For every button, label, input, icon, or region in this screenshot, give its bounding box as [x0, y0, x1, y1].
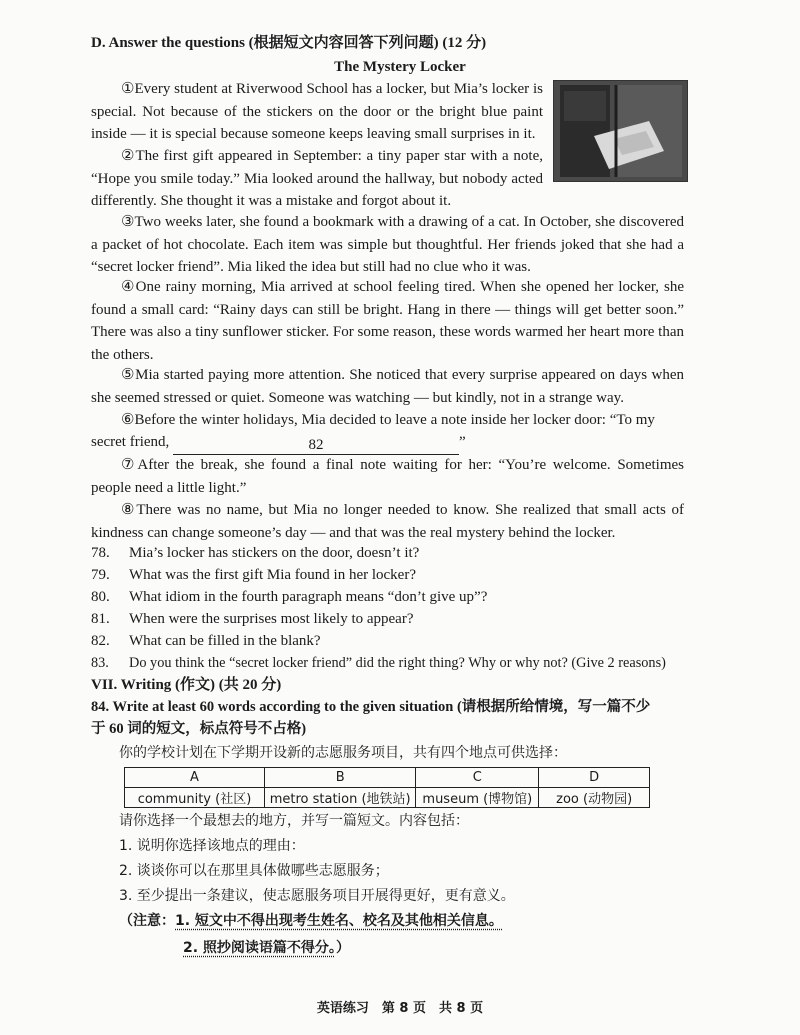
locker-image-icon: [554, 81, 687, 181]
note-prefix: （注意：: [119, 913, 175, 929]
writing-intro: 你的学校计划在下学期开设新的志愿服务项目，共有四个地点可供选择：: [119, 745, 567, 761]
option-letter: B: [264, 768, 415, 788]
paragraph-2: ②The first gift appeared in September: a tiny paper star with a note, “Hope you smile today.” Mia looked around the hallway, but nobody acted differently. She thought it was a mistake and forgot about it.: [91, 148, 543, 209]
locker-photo: [553, 80, 688, 182]
option-community: community (社区): [125, 788, 265, 808]
option-letters-row: [125, 768, 650, 788]
question-text: Mia’s locker has stickers on the door, doesn’t it?: [129, 545, 420, 561]
paragraph-6-text: ⑥Before the winter holidays, Mia decided to leave a note inside her locker door: “To my: [121, 412, 655, 428]
location-options-table: [124, 767, 650, 808]
question-81: [91, 609, 414, 629]
writing-note-1: [119, 911, 503, 931]
question-number: 82.: [91, 633, 110, 649]
question-text: Do you think the “secret locker friend” did the right thing? Why or why not? (Give 2 reasons): [129, 655, 666, 671]
question-text: What was the first gift Mia found in her locker?: [129, 567, 416, 583]
blank-number: 82: [308, 437, 324, 453]
question-number: 81.: [91, 611, 110, 627]
option-names-row: [125, 788, 650, 808]
secret-friend-text: secret friend,: [91, 434, 170, 450]
question-number: 80.: [91, 589, 110, 605]
question-text: What idiom in the fourth paragraph means “don’t give up”?: [129, 589, 488, 605]
option-letter: D: [539, 768, 650, 788]
writing-task-line1: 84. Write at least 60 words according to the given situation (请根据所给情境，写一篇不少: [91, 699, 651, 715]
question-text: What can be filled in the blank?: [129, 633, 321, 649]
option-zoo: zoo (动物园): [539, 788, 650, 808]
writing-note-2: [183, 938, 350, 958]
note-1-text: 1. 短文中不得出现考生姓名、校名及其他相关信息。: [175, 913, 503, 929]
option-museum: museum (博物馆): [416, 788, 539, 808]
paragraph-1: ①Every student at Riverwood School has a locker, but Mia’s locker is special. Not because of the stickers on the door or the bright blue paint inside — it is special because someone keeps leaving small surprises in it.: [91, 81, 543, 142]
closing-quote: ”: [459, 434, 466, 450]
option-letter: C: [416, 768, 539, 788]
note-end: ）: [335, 940, 350, 956]
writing-task-line2: 于 60 词的短文，标点符号不占格): [91, 721, 307, 737]
writing-heading: VII. Writing (作文) (共 20 分): [91, 677, 282, 693]
passage-title: The Mystery Locker: [334, 59, 466, 75]
question-number: 83.: [91, 655, 109, 671]
page-footer: 英语练习 第 8 页 共 8 页: [316, 1001, 484, 1016]
option-letter: A: [125, 768, 265, 788]
writing-point-3: 3. 至少提出一条建议，使志愿服务项目开展得更好，更有意义。: [119, 888, 515, 904]
question-number: 79.: [91, 567, 110, 583]
writing-point-2: 2. 谈谈你可以在那里具体做哪些志愿服务；: [119, 863, 389, 879]
question-80: [91, 587, 487, 607]
paragraph-6-line2: [91, 432, 466, 455]
question-83: [91, 653, 666, 673]
note-2-text: 2. 照抄阅读语篇不得分。: [183, 940, 336, 956]
option-metro-station: metro station (地铁站): [264, 788, 415, 808]
section-heading: D. Answer the questions (根据短文内容回答下列问题) (12 分): [91, 35, 487, 51]
question-text: When were the surprises most likely to appear?: [129, 611, 414, 627]
writing-point-1: 1. 说明你选择该地点的理由：: [119, 838, 305, 854]
paragraph-6: [91, 409, 684, 432]
paragraph-3: ③Two weeks later, she found a bookmark with a drawing of a cat. In October, she discovered a packet of hot chocolate. Each item was simple but thoughtful. Her friends joked that she had a “secret locker friend”. Mia liked the idea but still had no clue who it was.: [91, 214, 684, 275]
writing-instruction: 请你选择一个最想去的地方，并写一篇短文。内容包括：: [119, 813, 469, 829]
paragraph-4: ④One rainy morning, Mia arrived at school feeling tired. When she opened her locker, she found a small card: “Rainy days can still be bright. Hang in there — things will get better soon.” There was also a tiny sunflower sticker. For some reason, these words warmed her heart more than the others.: [91, 279, 684, 363]
question-number: 78.: [91, 545, 110, 561]
paragraph-8: ⑧There was no name, but Mia no longer needed to know. She realized that small acts of kindness can change someone’s day — and that was the real mystery behind the locker.: [91, 502, 684, 541]
paragraph-7: ⑦After the break, she found a final note waiting for her: “You’re welcome. Sometimes people need a little light.”: [91, 457, 684, 496]
paragraph-5: ⑤Mia started paying more attention. She noticed that every surprise appeared on days when she seemed stressed or quiet. Someone was watching — but kindly, not in a strange way.: [91, 367, 684, 406]
answer-blank-82[interactable]: [173, 436, 459, 455]
question-82: [91, 631, 321, 651]
question-79: [91, 565, 416, 585]
question-78: [91, 543, 419, 563]
